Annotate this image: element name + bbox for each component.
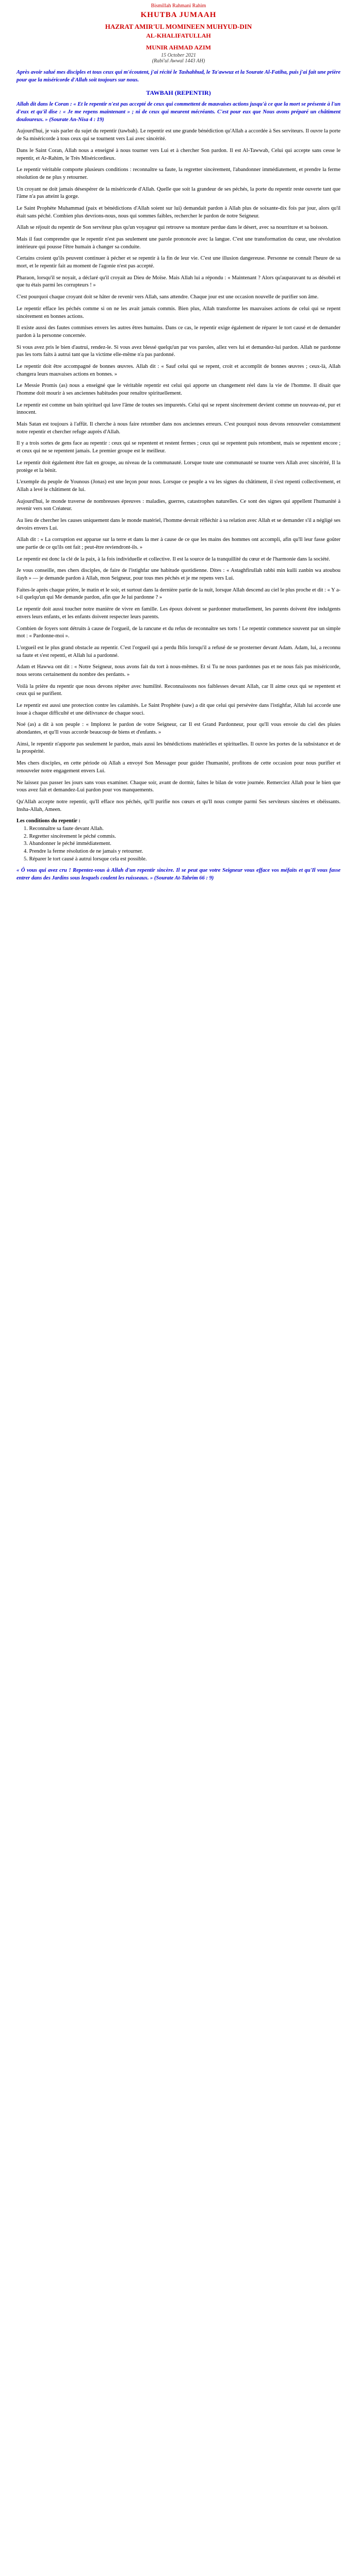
opening-verse-text: Allah dit dans le Coran : « Et le repentir n'est pas accepté de ceux qui commettent de mauvaises actions jusqu'à ce que la mort se présente à l'un d'eux et qu'il dise : « Je me repens maintenant » ; ni de ceux qui meurent mécréants. C'est pour eux que Nous avons préparé un châtiment douloureux. » [17,101,340,123]
body-paragraph: Le Saint Prophète Muhammad (paix et bénédictions d'Allah soient sur lui) demandait pardon à Allah plus de soixante-dix fois par jour, alors qu'il était sans péché. Combien plus devrions-nous, nous qui sommes faibles, rechercher le pardon de notre Seigneur. [17,205,340,219]
condition-item: 4. Prendre la ferme résolution de ne jamais y retourner. [24,849,143,854]
opening-verse [17,101,340,124]
body-paragraph: Le repentir est donc la clé de la paix, à la fois individuelle et collective. Il est la source de la tranquillité du cœur et de l'harmonie dans la société. [17,556,330,562]
body-paragraph: Faites-le après chaque prière, le matin et le soir, et surtout dans la dernière partie de la nuit, lorsque Allah descend au ciel le plus proche et dit : « Y a-t-il quelqu'un qui Me demande pardon, afin que Je lui pardonne ? » [17,587,340,601]
body-paragraph: Il existe aussi des fautes commises envers les autres êtres humains. Dans ce cas, le repentir exige également de réparer le tort causé et de demander pardon à la personne concernée. [17,325,340,338]
body-paragraph: Aujourd'hui, le monde traverse de nombreuses épreuves : maladies, guerres, catastrophes naturelles. Ce sont des signes qui appellent l'humanité à revenir vers son Créateur. [17,498,340,512]
bismillah-line: Bismillah Rahmani Rahim [151,3,206,9]
document-header [17,3,340,64]
closing-verse [17,867,340,882]
body-paragraph: Le Messie Promis (as) nous a enseigné que le véritable repentir est celui qui apporte un changement réel dans la vie de l'homme. Il disait que l'homme doit mourir à ses anciennes habitudes pour renaître spirituellement. [17,383,340,396]
body-paragraph: C'est pourquoi chaque croyant doit se hâter de revenir vers Allah, sans attendre. Chaque jour est une occasion nouvelle de purifier son âme. [17,294,319,300]
author-name: MUNIR AHMAD AZIM [146,44,211,51]
body-paragraph: Je vous conseille, mes chers disciples, de faire de l'istighfar une habitude quotidienne. Dites : « Astaghfirullah rabbi min kulli zanbin wa atoubou ilayh » — je demande pardon à Allah, mon Seigneur, pour tous mes péchés et je me repens vers Lui. [17,568,340,582]
body-paragraph: Mais il faut comprendre que le repentir n'est pas seulement une parole prononcée avec la langue. C'est une transformation du cœur, une révolution intérieure qui pousse l'être humain à changer sa conduite. [17,236,340,250]
title-line-2: AL-KHALIFATULLAH [146,32,211,39]
closing-verse-ref: (Sourate At-Tahrim 66 : 9) [154,875,214,882]
condition-item: 2. Regretter sincèrement le péché commis. [24,833,116,839]
opening-verse-ref: (Sourate An-Nisa 4 : 19) [49,116,104,123]
khutba-page [8,0,349,899]
condition-item: 1. Reconnaître sa faute devant Allah. [24,825,104,832]
body-paragraph: Ainsi, le repentir n'apporte pas seulement le pardon, mais aussi les bénédictions matérielles et spirituelles. Il ouvre les portes de la subsistance et de la prospérité. [17,741,340,755]
body-paragraph: L'exemple du peuple de Younous (Jonas) est une leçon pour nous. Lorsque ce peuple a vu les signes du châtiment, il s'est repenti collectivement, et Allah a levé le châtiment de lui. [17,479,340,493]
body-paragraph: Ne laissez pas passer les jours sans vous examiner. Chaque soir, avant de dormir, faites le bilan de votre journée. Remerciez Allah pour le bien que vous avez fait et demandez-Lui pardon pour vos manquements. [17,779,340,793]
section-title: TAWBAH (REPENTIR) [146,89,211,97]
body-paragraph: Au lieu de chercher les causes uniquement dans le monde matériel, l'homme devrait réfléchir à sa relation avec Allah et se demander s'il a négligé ses devoirs envers Lui. [17,517,340,531]
body-paragraph: Certains croient qu'ils peuvent continuer à pécher et se repentir à la fin de leur vie. C'est une illusion dangereuse. Personne ne connaît l'heure de sa mort, et le repentir fait au moment de l'agonie n'est pas accepté. [17,256,340,269]
intro-paragraph: Après avoir salué mes disciples et tous ceux qui m'écoutent, j'ai récité le Tashahhud, le Ta'awwuz et la Sourate Al-Fatiha, puis j'ai fait une prière pour que la miséricorde d'Allah soit toujours sur nous. [17,70,340,83]
hijri-date: (Rabi'ul Awwal 1443 AH) [152,58,205,64]
body-paragraph: Le repentir doit être accompagné de bonnes œuvres. Allah dit : « Sauf celui qui se repent, croit et accomplit de bonnes œuvres ; ceux-là, Allah changera leurs mauvaises actions en bonnes. » [17,363,340,377]
body-paragraph: Il y a trois sortes de gens face au repentir : ceux qui se repentent et restent fermes ; ceux qui se repentent puis retombent, mais se repentent encore ; et ceux qui ne se repentent jamais. Le premier groupe est le meilleur. [17,440,340,454]
conditions-title: Les conditions du repentir : [17,818,80,824]
body-paragraph: Voilà la prière du repentir que nous devons répéter avec humilité. Reconnaissons nos faiblesses devant Allah, car Il aime ceux qui se repentent et ceux qui se purifient. [17,683,340,697]
title-line-1: HAZRAT AMIR'UL MOMINEEN MUHYUD-DIN [105,23,252,30]
body-paragraph: Le repentir véritable comporte plusieurs conditions : reconnaître sa faute, la regretter sincèrement, l'abandonner immédiatement, et prendre la ferme résolution de ne plus y retourner. [17,167,340,180]
body-paragraph: Aujourd'hui, je vais parler du sujet du repentir (tawbah). Le repentir est une grande bénédiction qu'Allah a accordée à Ses serviteurs. Il ouvre la porte de Sa miséricorde à tous ceux qui se tournent vers Lui avec sincérité. [17,128,340,142]
sermon-body [17,128,340,814]
conditions-list [17,818,340,863]
body-paragraph: Pharaon, lorsqu'il se noyait, a déclaré qu'il croyait au Dieu de Moïse. Mais Allah lui a répondu : « Maintenant ? Alors qu'auparavant tu as désobéi et que tu étais parmi les corrupteurs ! » [17,275,340,289]
body-paragraph: Dans le Saint Coran, Allah nous a enseigné à nous tourner vers Lui et à chercher Son pardon. Il est Al-Tawwab, Celui qui accepte sans cesse le repentir, et Ar-Rahim, le Très Miséricordieux. [17,147,340,161]
body-paragraph: Le repentir efface les péchés comme si on ne les avait jamais commis. Bien plus, Allah transforme les mauvaises actions de celui qui se repent sincèrement en bonnes actions. [17,306,340,319]
body-paragraph: Noé (as) a dit à son peuple : « Implorez le pardon de votre Seigneur, car Il est Grand Pardonneur, pour qu'Il vous envoie du ciel des pluies abondantes, et qu'Il vous accorde beaucoup de biens et d'enfants. » [17,722,340,736]
body-paragraph: Allah se réjouit du repentir de Son serviteur plus qu'un voyageur qui retrouve sa monture perdue dans le désert, avec sa nourriture et sa boisson. [17,225,329,231]
closing-verse-text: « Ô vous qui avez cru ! Repentez-vous à Allah d'un repentir sincère. Il se peut que votre Seigneur vous efface vos méfaits et qu'Il vous fasse entrer dans des Jardins sous lesquels coulent les ruisseaux. » [17,868,340,882]
condition-item: 5. Réparer le tort causé à autrui lorsque cela est possible. [24,856,147,862]
body-paragraph: Le repentir est comme un bain spirituel qui lave l'âme de toutes ses impuretés. Celui qui se repent sincèrement devient comme un nouveau-né, pur et innocent. [17,402,340,416]
body-paragraph: Adam et Hawwa ont dit : « Notre Seigneur, nous avons fait du tort à nous-mêmes. Et si Tu ne nous pardonnes pas et ne nous fais pas miséricorde, nous serons certainement du nombre des perdants. » [17,664,340,677]
body-paragraph: Mais Satan est toujours à l'affût. Il cherche à nous faire retomber dans nos anciennes erreurs. C'est pourquoi nous devons renouveler constamment notre repentir et chercher refuge auprès d'Allah. [17,421,340,435]
body-paragraph: Le repentir doit également être fait en groupe, au niveau de la communauté. Lorsque toute une communauté se tourne vers Allah avec sincérité, Il la protège et la bénit. [17,460,340,473]
body-paragraph: Allah dit : « La corruption est apparue sur la terre et dans la mer à cause de ce que les mains des hommes ont accompli, afin qu'Il leur fasse goûter une partie de ce qu'ils ont fait ; peut-être reviendront-ils. » [17,537,340,550]
condition-item: 3. Abandonner le péché immédiatement. [24,841,111,847]
body-paragraph: Un croyant ne doit jamais désespérer de la miséricorde d'Allah. Quelle que soit la grandeur de ses péchés, la porte du repentir reste ouverte tant que l'âme n'a pas atteint la gorge. [17,186,340,200]
body-paragraph: Mes chers disciples, en cette période où Allah a envoyé Son Messager pour guider l'humanité, profitons de cette occasion pour nous purifier et renouveler notre engagement envers Lui. [17,760,340,774]
sermon-date: 15 October 2021 [161,53,196,58]
body-paragraph: Le repentir est aussi une protection contre les calamités. Le Saint Prophète (saw) a dit que celui qui persévère dans l'istighfar, Allah lui accorde une issue à chaque difficulté et une délivrance de chaque souci. [17,703,340,716]
body-paragraph: Si vous avez pris le bien d'autrui, rendez-le. Si vous avez blessé quelqu'un par vos paroles, allez vers lui et demandez-lui pardon. Allah ne pardonne pas les torts faits à autrui tant que la victime elle-même n'a pas pardonné. [17,344,340,358]
body-paragraph: L'orgueil est le plus grand obstacle au repentir. C'est l'orgueil qui a perdu Iblis lorsqu'il a refusé de se prosterner devant Adam. Adam, lui, a reconnu sa faute et s'est repenti, et Allah lui a pardonné. [17,645,340,658]
body-paragraph: Qu'Allah accepte notre repentir, qu'Il efface nos péchés, qu'Il purifie nos cœurs et qu'Il nous compte parmi Ses serviteurs sincères et obéissants. Insha-Allah, Ameen. [17,799,340,812]
body-paragraph: Le repentir doit aussi toucher notre manière de vivre en famille. Les époux doivent se pardonner mutuellement, les parents doivent être indulgents envers leurs enfants, et les enfants doivent respecter leurs parents. [17,606,340,620]
document-kind: KHUTBA JUMAAH [140,11,217,19]
body-paragraph: Combien de foyers sont détruits à cause de l'orgueil, de la rancune et du refus de reconnaître ses torts ! Le repentir commence souvent par un simple mot : « Pardonne-moi ». [17,625,340,639]
